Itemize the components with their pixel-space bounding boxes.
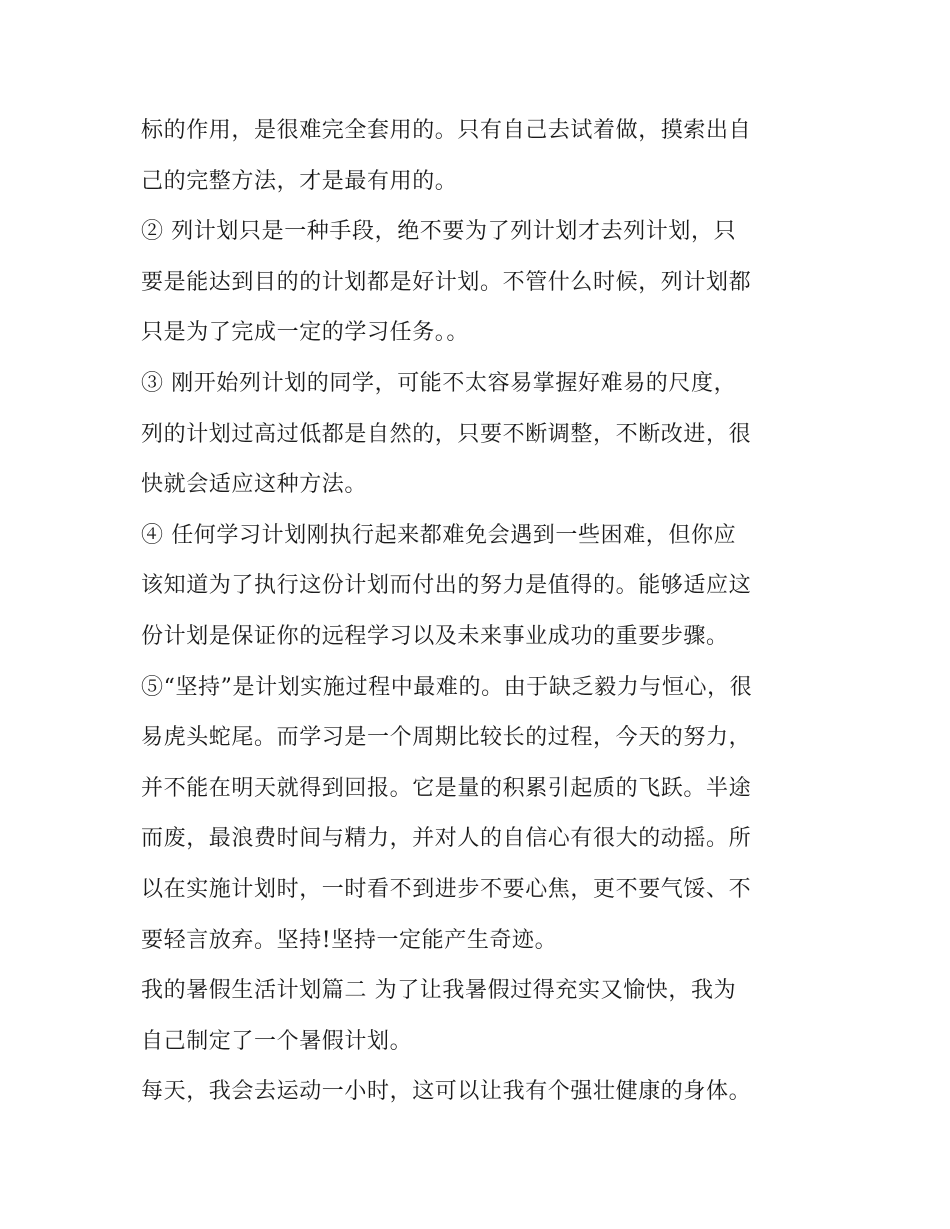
- text-line: 我的暑假生活计划篇二 为了让我暑假过得充实又愉快，我为: [141, 978, 737, 1004]
- text-line: 以在实施计划时，一时看不到进步不要心焦，更不要气馁、不: [141, 876, 752, 902]
- text-line: 己的完整方法，才是最有用的。: [141, 168, 458, 194]
- text-line: ② 列计划只是一种手段，绝不要为了列计划才去列计划，只: [141, 219, 737, 245]
- document-body: [141, 106, 821, 1118]
- text-line: 列的计划过高过低都是自然的，只要不断调整，不断改进，很: [141, 421, 752, 447]
- text-line: 易虎头蛇尾。而学习是一个周期比较长的过程，今天的努力，: [141, 725, 752, 751]
- text-line: 该知道为了执行这份计划而付出的努力是值得的。能够适应这: [141, 573, 752, 599]
- text-line: 要轻言放弃。坚持!坚持一定能产生奇迹。: [141, 927, 558, 953]
- text-line: 每天，我会去运动一小时，这可以让我有个强壮健康的身体。: [141, 1079, 752, 1105]
- text-line: ④ 任何学习计划刚执行起来都难免会遇到一些困难，但你应: [141, 522, 737, 548]
- text-line: 要是能达到目的的计划都是好计划。不管什么时候，列计划都: [141, 269, 752, 295]
- text-line: 而废，最浪费时间与精力，并对人的自信心有很大的动摇。所: [141, 826, 752, 852]
- text-line: 份计划是保证你的远程学习以及未来事业成功的重要步骤。: [141, 623, 729, 649]
- text-line: 自己制定了一个暑假计划。: [141, 1028, 413, 1054]
- text-line: 并不能在明天就得到回报。它是量的积累引起质的飞跃。半途: [141, 775, 752, 801]
- text-line: 标的作用，是很难完全套用的。只有自己去试着做，摸索出自: [141, 118, 752, 143]
- text-line: ⑤“坚持”是计划实施过程中最难的。由于缺乏毅力与恒心，很: [141, 674, 753, 700]
- text-line: 快就会适应这种方法。: [141, 472, 368, 498]
- text-line: 只是为了完成一定的学习任务。。: [141, 320, 470, 346]
- text-line: ③ 刚开始列计划的同学，可能不太容易掌握好难易的尺度，: [141, 370, 737, 396]
